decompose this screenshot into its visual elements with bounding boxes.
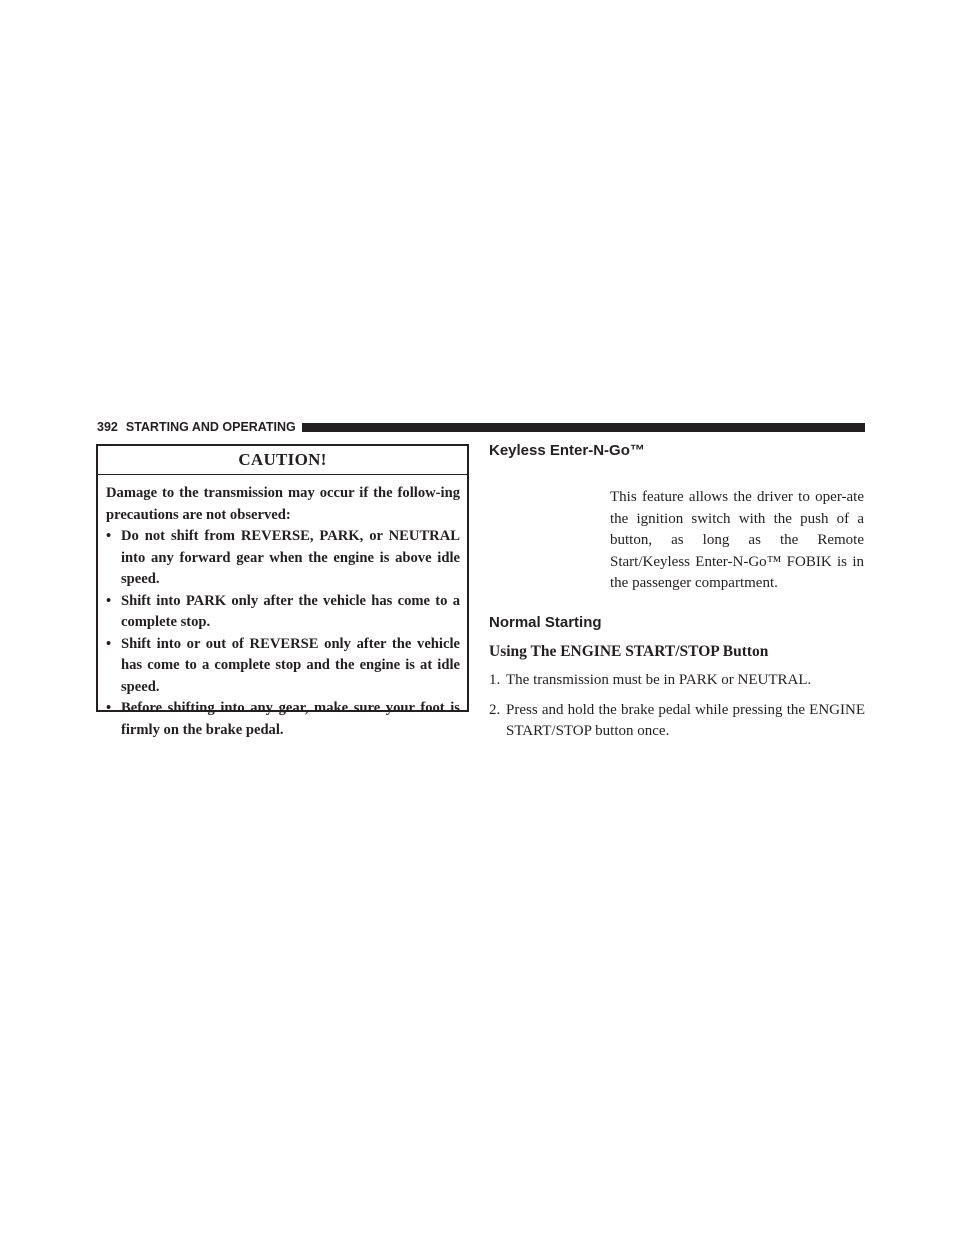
caution-intro: Damage to the transmission may occur if the follow-ing precautions are not observed: [106, 485, 460, 523]
bullet-icon: • [106, 700, 112, 716]
step-text: The transmission must be in PARK or NEUTRAL. [506, 672, 812, 688]
caution-bullet-text: Before shifting into any gear, make sure your foot is firmly on the brake pedal. [121, 700, 460, 738]
step-text: Press and hold the brake pedal while pressing the ENGINE START/STOP button once. [506, 701, 865, 740]
start-stop-subheading: Using The ENGINE START/STOP Button [489, 643, 769, 660]
header-rule [302, 423, 865, 432]
caution-bullet [106, 634, 460, 699]
page-number: 392 [97, 420, 118, 434]
step-number: 1. [489, 672, 501, 688]
caution-bullet [106, 526, 460, 591]
step-item [489, 700, 865, 743]
bullet-icon: • [106, 592, 112, 609]
caution-bullet-text: Shift into or out of REVERSE only after the vehicle has come to a complete stop and the engine is at idle speed. [121, 635, 460, 695]
step-number: 2. [489, 701, 501, 718]
page-header [97, 418, 865, 436]
normal-starting-heading: Normal Starting [489, 614, 602, 631]
caution-bullet [106, 591, 460, 634]
starting-steps [489, 670, 865, 743]
caution-bullet-list [106, 526, 460, 741]
keyless-description: This feature allows the driver to oper-ate the ignition switch with the push of a button, as long as the Remote Start/Keyless Enter-N-Go™ FOBIK is in the passenger compartment. [610, 489, 864, 592]
caution-bullet-text: Do not shift from REVERSE, PARK, or NEUTRAL into any forward gear when the engine is above idle speed. [121, 528, 460, 587]
caution-body [98, 475, 467, 741]
section-title: STARTING AND OPERATING [125, 420, 296, 434]
caution-bullet [106, 698, 460, 741]
bullet-icon: • [106, 635, 112, 652]
keyless-heading: Keyless Enter-N-Go™ [489, 442, 645, 459]
caution-title: CAUTION! [98, 446, 467, 475]
step-item [489, 670, 865, 692]
caution-bullet-text: Shift into PARK only after the vehicle has come to a complete stop. [121, 592, 460, 630]
bullet-icon: • [106, 528, 112, 544]
caution-box [96, 444, 469, 738]
